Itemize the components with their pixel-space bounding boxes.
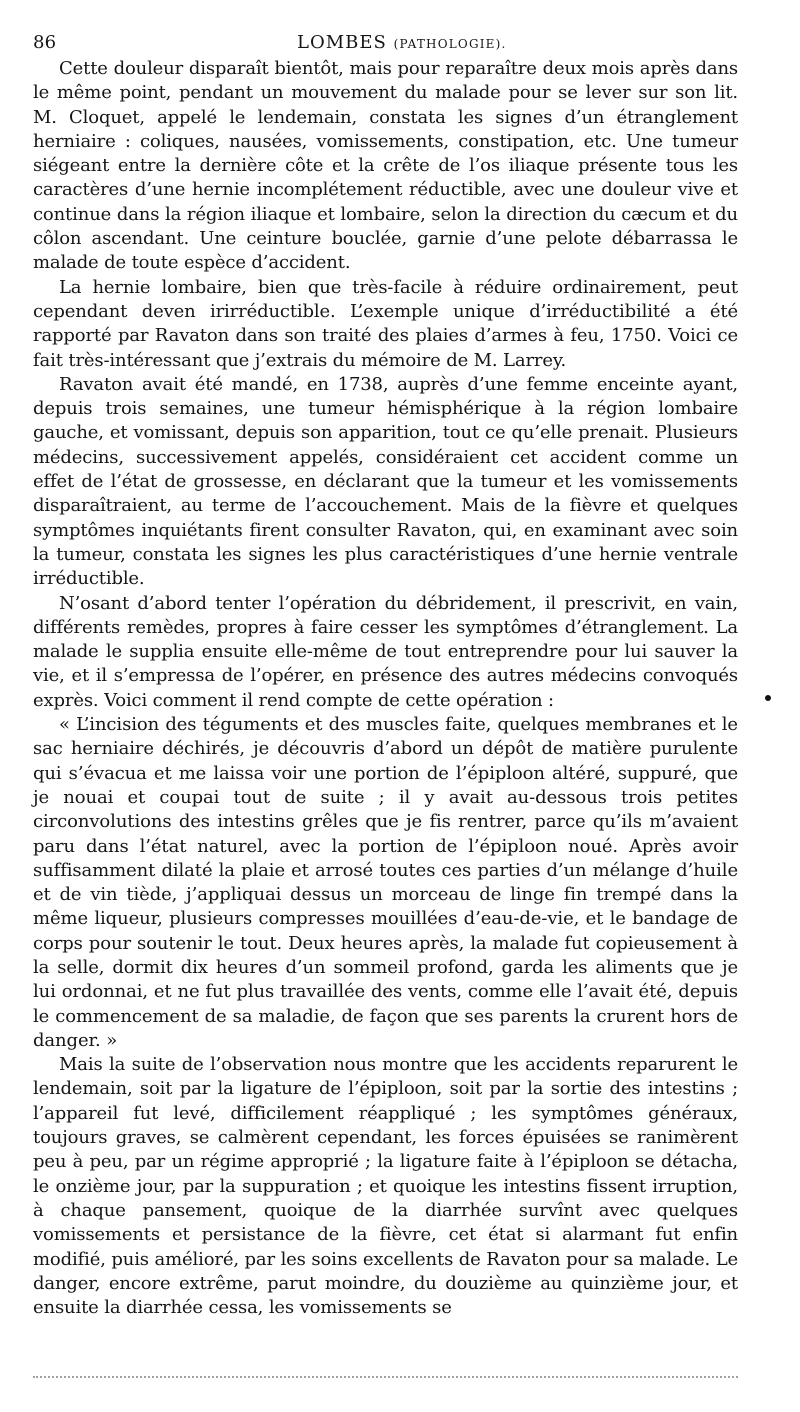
paragraph-1: Cette douleur disparaît bientôt, mais pour reparaître deux mois après dans le même point, pendant un mouvement du malade pour se lever sur son lit. M. Cloquet, appelé le lendemain, constata les signes d’un étranglement herniaire : coliques, nausées, vomissements, constipation, etc. Une tumeur siégeant entre la dernière côte et la crête de l’os iliaque présente tous les caractères d’une hernie incomplétement réductible, avec une douleur vive et continue dans la région iliaque et lombaire, selon la direction du cæcum et du côlon ascendant. Une ceinture bouclée, garnie d’une pelote débarrassa le malade de toute espèce d’accident. — [33, 58, 738, 274]
footer-scan-rule — [33, 1376, 738, 1378]
quoted-operation-account: « L’incision des téguments et des muscles faite, quelques membranes et le sac herniaire déchirés, je découvris d’abord un dépôt de matière purulente qui s’évacua et me laissa voir une portion de l’épiploon altéré, suppuré, que je nouai et coupai tout de suite ; il y avait au-dessous trois petites circonvolutions des intestins grêles que je fis rentrer, parce qu’ils m’avaient paru dans l’état naturel, avec la portion de l’épiploon noué. Après avoir suffisamment dilaté la plaie et arrosé toutes ces parties d’un mélange d’huile et de vin tiède, j’appliquai dessus un morceau de linge fin trempé dans la même liqueur, plusieurs compresses mouillées d’eau-de-vie, et le bandage de corps pour soutenir le tout. Deux heures après, la malade fut copieusement à la selle, dormit dix heures d’un sommeil profond, garda les aliments que je lui ordonnai, et ne fut plus travaillée des vents, comme elle l’avait été, depuis le commencement de sa maladie, de façon que ses parents la crurent hors de danger. » — [33, 714, 738, 1051]
paragraph-4: N’osant d’abord tenter l’opération du débridement, il prescrivit, en vain, différents remèdes, propres à faire cesser les symptômes d’étranglement. La malade le supplia ensuite elle-même de tout entreprendre pour lui sauver la vie, et il s’empressa de l’opérer, en présence des autres médecins convoqués exprès. Voici comment il rend compte de cette opération : — [33, 592, 738, 711]
paragraph-2: La hernie lombaire, bien que très-facile à réduire ordinairement, peut cependant deven irirréductible. L’exemple unique d’irréductibilité a été rapporté par Ravaton dans son traité des plaies d’armes à feu, 1750. Voici ce fait très-intéressant que j’extrais du mémoire de M. Larrey. — [33, 276, 738, 371]
running-header — [33, 29, 738, 57]
paragraph-3: Ravaton avait été mandé, en 1738, auprès d’une femme enceinte ayant, depuis trois semaines, une tumeur hémisphérique à la région lombaire gauche, et vomissant, depuis son apparition, tout ce qu’elle prenait. Plusieurs médecins, successivement appelés, considéraient cet accident comme un effet de l’état de grossesse, en déclarant que la tumeur et les vomissements disparaîtraient, au terme de l’accouchement. Mais de la fièvre et quelques symptômes inquiétants firent consulter Ravaton, qui, en examinant avec soin la tumeur, constata les signes les plus caractéristiques d’une hernie ventrale irréductible. — [33, 373, 738, 590]
page-number: 86 — [33, 32, 57, 53]
running-title — [297, 29, 507, 58]
book-page — [33, 29, 738, 1320]
paragraph-6: Mais la suite de l’observation nous montre que les accidents reparurent le lendemain, soit par la ligature de l’épiploon, soit par la sortie des intestins ; l’appareil fut levé, difficilement réappliqué ; les symptômes généraux, toujours graves, se calmèrent cependant, les forces épuisées se ranimèrent peu à peu, par un régime approprié ; la ligature faite à l’épiploon se détacha, le onzième jour, par la suppuration ; et quoique les intestins fissent irruption, à chaque pansement, quoique de la diarrhée survînt avec quelques vomissements et persistance de la fièvre, cet état si alarmant fut enfin modifié, puis amélioré, par les soins excellents de Ravaton pour sa malade. Le danger, encore extrême, parut moindre, du douzième au quinzième jour, et ensuite la diarrhée cessa, les vomissements se — [33, 1054, 738, 1319]
running-title-main: LOMBES — [297, 32, 387, 53]
running-title-section: (PATHOLOGIE). — [393, 37, 507, 51]
margin-ink-dot — [765, 695, 771, 701]
